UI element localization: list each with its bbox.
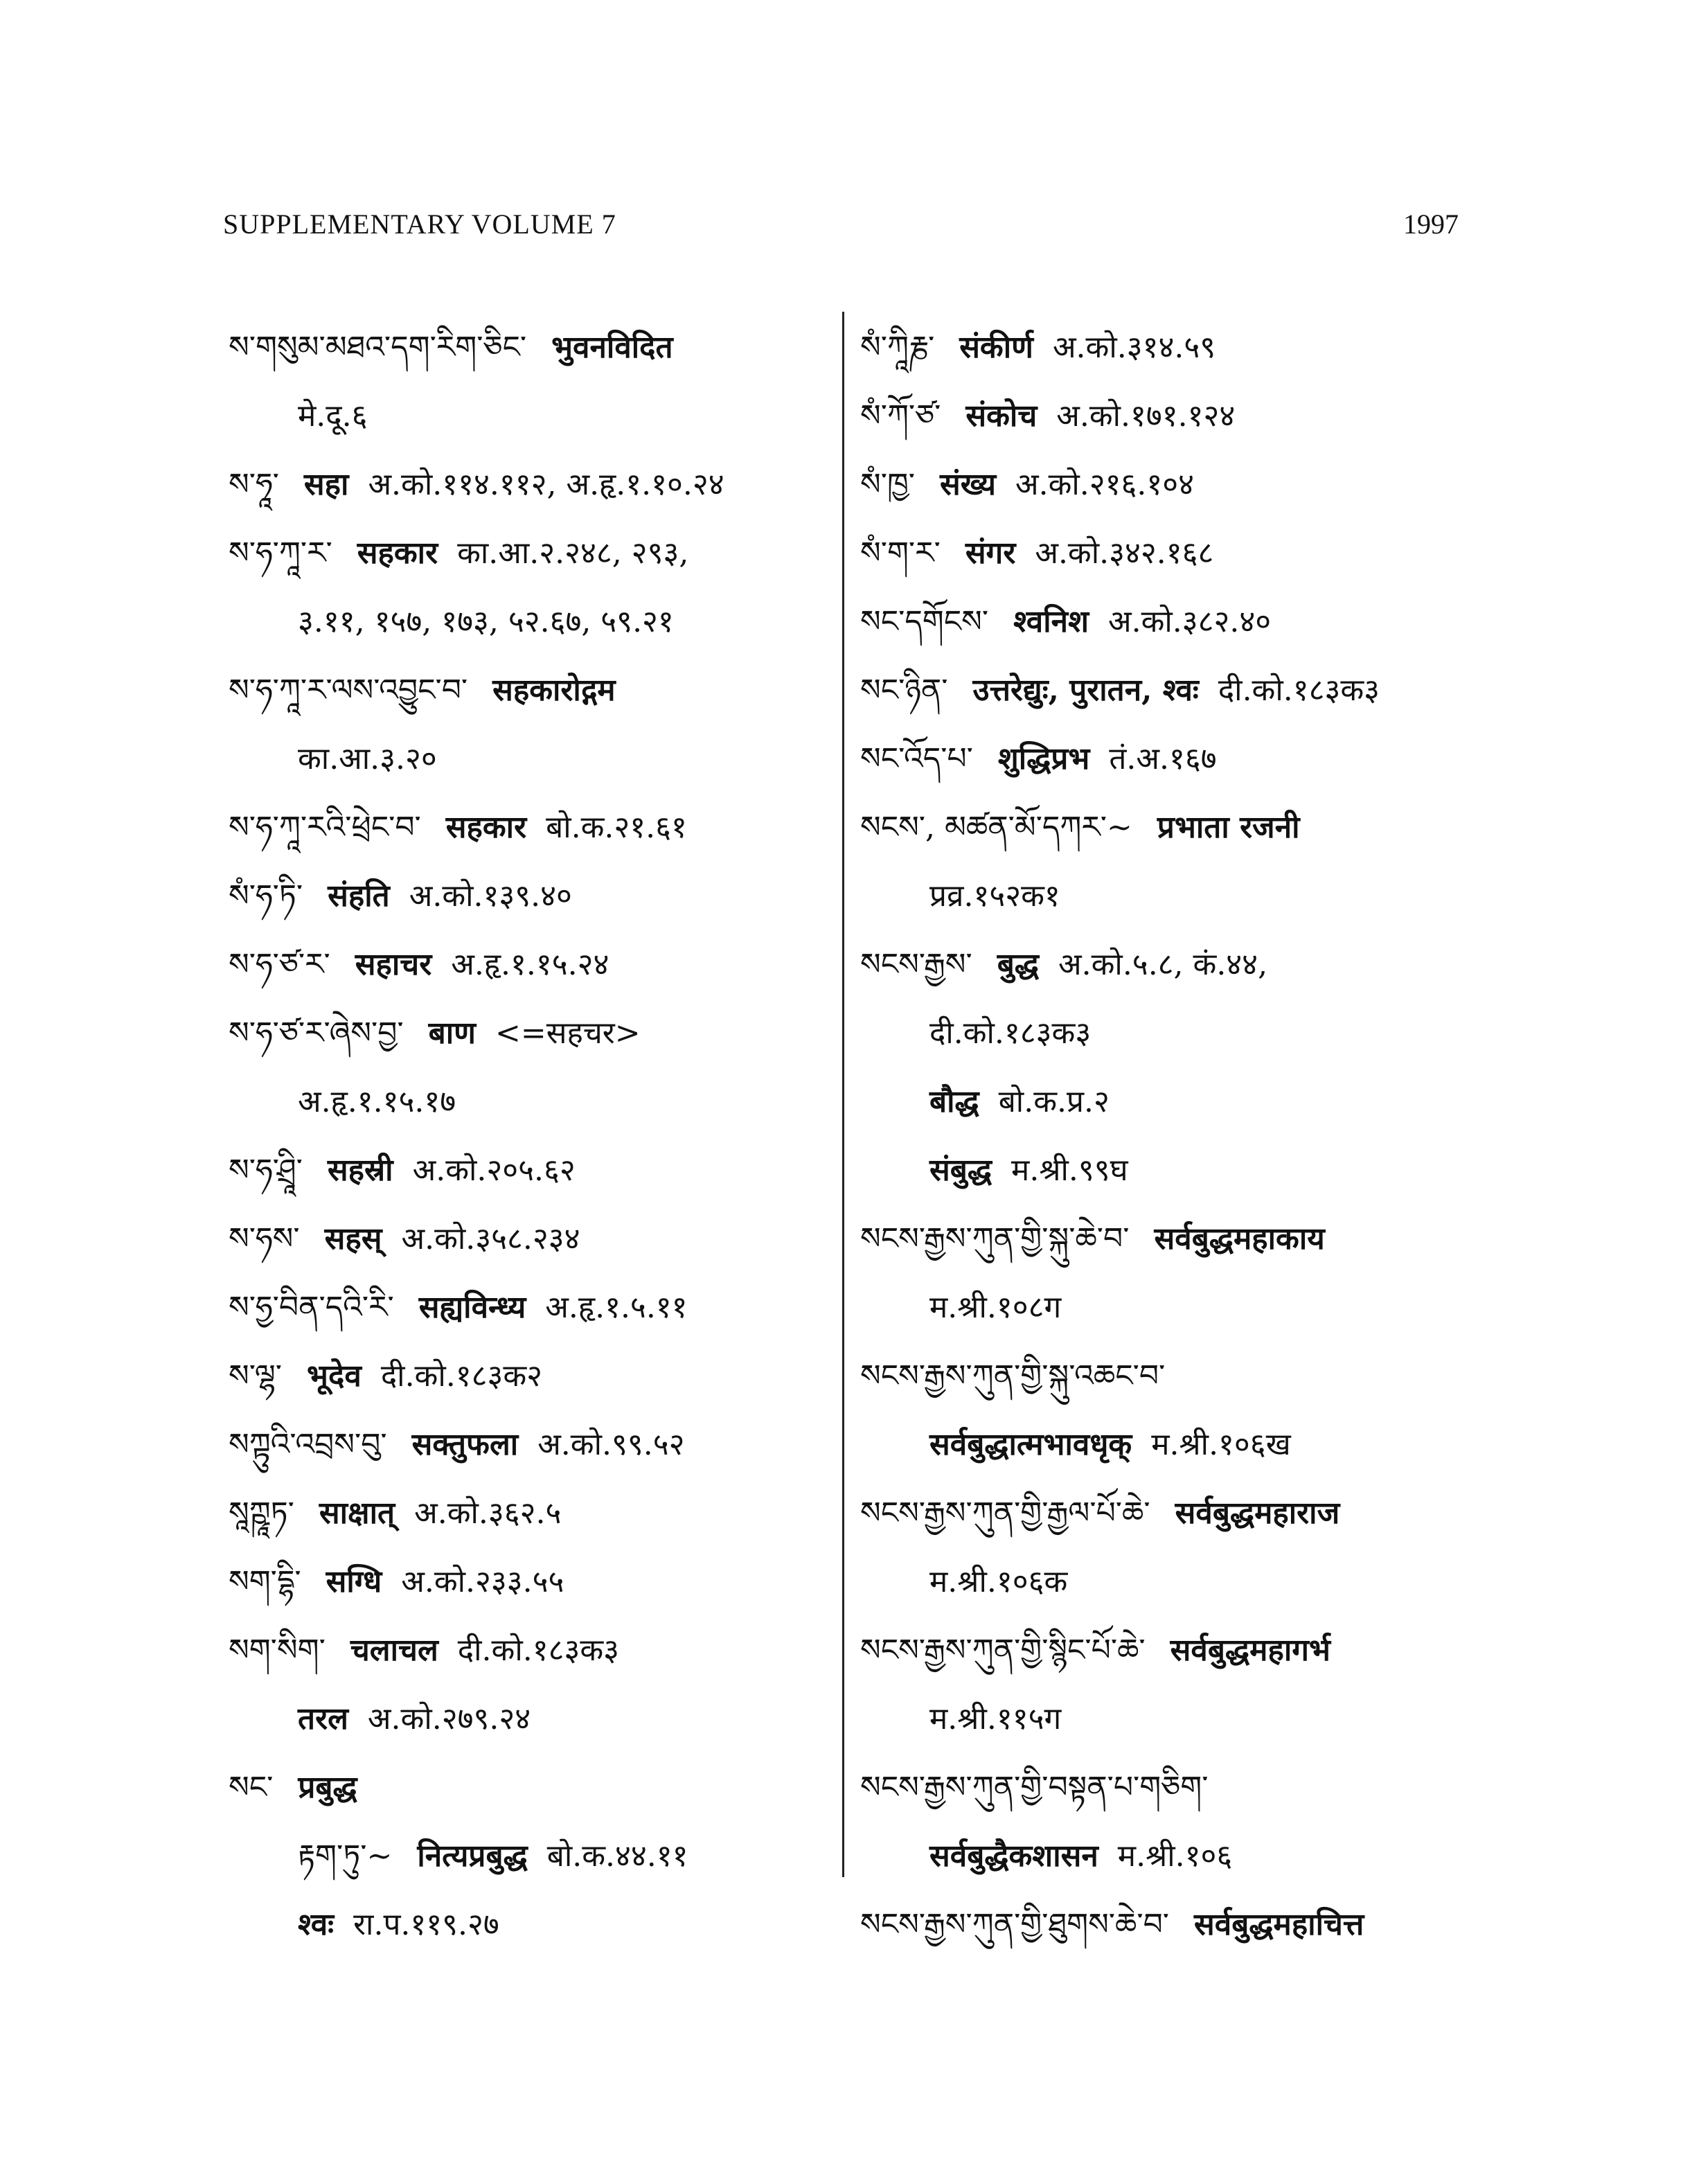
sanskrit-headword: सर्वबुद्धमहागर्भ (1170, 1633, 1330, 1668)
tibetan-term: སཾ་ཀོ་ཙ་ (860, 398, 941, 434)
tibetan-term: སཾ་ཁྱ་ (860, 467, 915, 502)
dictionary-entry-line (229, 1410, 824, 1479)
sanskrit-headword: सहकार (445, 810, 527, 845)
source-reference: अ.हृ.१.५.११ (545, 1290, 688, 1325)
sanskrit-headword: संकीर्ण (959, 330, 1033, 365)
sanskrit-headword: सग्धि (326, 1564, 382, 1599)
tibetan-term: སངས་རྒྱས་ཀུན་གྱི་ཐུགས་ཆེ་བ་ (860, 1907, 1170, 1942)
sanskrit-headword: सर्वबुद्धैकशासन (929, 1838, 1098, 1874)
sanskrit-headword: चलाचल (350, 1633, 438, 1668)
tibetan-term: ས་ཧས་ (229, 1221, 300, 1257)
sanskrit-headword: प्रभाता रजनी (1157, 810, 1300, 845)
source-reference: दी.को.१८३क३ (929, 1015, 1092, 1051)
dictionary-entry-line (229, 1890, 824, 1959)
tibetan-term: ས་ཧ་ཙ་ར་ཞེས་བྱ་ (229, 1015, 404, 1051)
source-reference: अ.को.३१४.५९ (1052, 330, 1216, 365)
tibetan-term: ས་ཧ་ཀཱ་ར་ལས་འབྱུང་བ་ (229, 673, 468, 708)
sanskrit-headword: सर्वबुद्धमहाराज (1175, 1495, 1340, 1531)
dictionary-entry-line (229, 587, 824, 656)
dictionary-entry-line (229, 382, 824, 450)
dictionary-entry-line (860, 1342, 1553, 1410)
sanskrit-headword: श्वः (298, 1907, 335, 1942)
sanskrit-headword: प्रबुद्ध (298, 1770, 357, 1805)
sanskrit-headword: सर्वबुद्धमहाकाय (1154, 1221, 1325, 1257)
sanskrit-headword: सह्यविन्ध्य (418, 1290, 526, 1325)
tibetan-term: སངས་རྒྱས་ཀུན་གྱི་སྐུ་ཆེ་བ་ (860, 1221, 1130, 1257)
tibetan-term: རྟག་ཏུ་~ (298, 1838, 393, 1874)
sanskrit-headword: भूदेव (307, 1358, 362, 1394)
sanskrit-headword: सहकारोद्गम (492, 673, 616, 708)
tibetan-term: སག་དྷི་ (229, 1564, 301, 1599)
right-column (860, 313, 1553, 1959)
tibetan-term: སངས་རྒྱས་ཀུན་གྱི་བསྟན་པ་གཅིག་ (860, 1770, 1209, 1805)
dictionary-entry-line (229, 450, 824, 519)
source-reference: अ.को.११४.११२, अ.हृ.१.१०.२४ (368, 467, 724, 502)
sanskrit-headword: सहकार (357, 535, 438, 571)
source-reference: बो.क.४४.११ (546, 1838, 688, 1874)
dictionary-entry-line (860, 656, 1553, 725)
dictionary-entry-line (860, 725, 1553, 793)
tibetan-term: སཱཀྵཱཏ་ (229, 1495, 294, 1531)
tibetan-term: ས་ཧྱ་བིན་དའི་རི་ (229, 1290, 394, 1325)
sanskrit-headword: सर्वबुद्धात्मभावधृक् (929, 1427, 1132, 1462)
sanskrit-headword: तरल (298, 1701, 348, 1737)
dictionary-entry-line (860, 519, 1553, 587)
tibetan-term: སང་ཉིན་ (860, 673, 948, 708)
dictionary-entry-line (860, 587, 1553, 656)
dictionary-entry-line (229, 1685, 824, 1753)
source-reference: अ.को.२३३.५५ (401, 1564, 564, 1599)
dictionary-entry-line (860, 1067, 1553, 1136)
dictionary-entry-line (229, 999, 824, 1067)
tibetan-term: སངས་རྒྱས་ཀུན་གྱི་རྒྱལ་པོ་ཆེ་ (860, 1495, 1150, 1531)
sanskrit-headword: संख्य (939, 467, 996, 502)
source-reference: <=सहचर> (495, 1015, 641, 1051)
sanskrit-headword: संगर (965, 535, 1016, 571)
sanskrit-headword: बाण (428, 1015, 476, 1051)
source-reference: दी.को.१८३क३ (1218, 673, 1380, 708)
dictionary-entry-line (229, 313, 824, 382)
dictionary-entry-line (860, 1753, 1553, 1822)
sanskrit-headword: भुवनविदित (551, 330, 673, 365)
sanskrit-headword: संबुद्ध (929, 1153, 992, 1188)
tibetan-term: ས་ཧཱ་ (229, 467, 279, 502)
running-head: SUPPLEMENTARY VOLUME 7 (223, 208, 616, 240)
source-reference: म.श्री.१०६ख (1151, 1427, 1291, 1462)
source-reference: म.श्री.९९घ (1011, 1153, 1128, 1188)
tibetan-term: སང་འོད་པ་ (860, 741, 973, 776)
dictionary-entry-line (860, 793, 1553, 862)
source-reference: अ.को.२०५.६२ (412, 1153, 576, 1188)
source-reference: अ.को.३४२.१६८ (1035, 535, 1214, 571)
sanskrit-headword: उत्तरेद्युः, पुरातन, श्वः (972, 673, 1199, 708)
tibetan-term: སག་སིག་ (229, 1633, 326, 1668)
dictionary-entry-line (229, 1822, 824, 1890)
tibetan-term: ས་གསུམ་མཐའ་དག་རིག་ཅིང་ (229, 330, 527, 365)
tibetan-term: སཀྟུའི་འབྲས་བུ་ (229, 1427, 387, 1462)
dictionary-entry-line (229, 1547, 824, 1616)
dictionary-entry-line (229, 930, 824, 999)
source-reference: का.आ.२.२४८, २९३, (457, 535, 689, 571)
dictionary-entry-line (229, 1753, 824, 1822)
dictionary-entry-line (229, 656, 824, 725)
column-divider (842, 312, 844, 1877)
source-reference: दी.को.१८३क२ (380, 1358, 543, 1394)
sanskrit-headword: सहस्री (327, 1153, 393, 1188)
sanskrit-headword: संहति (328, 878, 390, 914)
source-reference: अ.को.१७१.१२४ (1056, 398, 1236, 434)
sanskrit-headword: सहा (303, 467, 349, 502)
source-reference: तं.अ.१६७ (1109, 741, 1217, 776)
source-reference: अ.को.३६२.५ (414, 1495, 562, 1531)
tibetan-term: སང་དགོངས་ (860, 604, 989, 639)
source-reference: ३.११, १५७, १७३, ५२.६७, ५९.२१ (298, 604, 674, 639)
sanskrit-headword: बुद्ध (997, 947, 1040, 982)
dictionary-entry-line (229, 1273, 824, 1342)
source-reference: अ.हृ.१.१५.१७ (298, 1084, 456, 1119)
tibetan-term: སངས་, མཚན་མོ་དཀར་~ (860, 810, 1132, 845)
source-reference: म.श्री.१०६क (929, 1564, 1068, 1599)
dictionary-entry-line (229, 1342, 824, 1410)
dictionary-entry-line (229, 1479, 824, 1547)
dictionary-entry-line (229, 1067, 824, 1136)
source-reference: म.श्री.११५ग (929, 1701, 1062, 1737)
tibetan-term: སངས་རྒྱས་ཀུན་གྱི་སྙིང་པོ་ཆེ་ (860, 1633, 1146, 1668)
dictionary-entry-line (860, 450, 1553, 519)
dictionary-entry-line (860, 1616, 1553, 1685)
sanskrit-headword: सक्तुफला (411, 1427, 519, 1462)
dictionary-entry-line (860, 930, 1553, 999)
sanskrit-headword: साक्षात् (319, 1495, 395, 1531)
dictionary-entry-line (229, 793, 824, 862)
dictionary-entry-line (860, 1685, 1553, 1753)
dictionary-entry-line (229, 862, 824, 930)
sanskrit-headword: संकोच (965, 398, 1037, 434)
tibetan-term: ས་ཧ་ཀཱ་རའི་ཕྲེང་བ་ (229, 810, 421, 845)
source-reference: अ.को.५.८, कं.४४, (1058, 947, 1268, 982)
sanskrit-headword: शुद्धिप्रभ (997, 741, 1090, 776)
dictionary-entry-line (860, 999, 1553, 1067)
source-reference: दी.को.१८३क३ (457, 1633, 620, 1668)
source-reference: बो.क.प्र.२ (998, 1084, 1110, 1119)
source-reference: अ.को.९९.५२ (537, 1427, 685, 1462)
dictionary-entry-line (229, 725, 824, 793)
dictionary-entry-line (860, 382, 1553, 450)
dictionary-entry-line (860, 1136, 1553, 1205)
dictionary-entry-line (229, 519, 824, 587)
dictionary-entry-line (860, 1890, 1553, 1959)
dictionary-entry-line (229, 1136, 824, 1205)
sanskrit-headword: बौद्ध (929, 1084, 979, 1119)
dictionary-entry-line (860, 1205, 1553, 1273)
source-reference: म.श्री.१०६ (1117, 1838, 1233, 1874)
source-reference: का.आ.३.२० (298, 741, 437, 776)
dictionary-entry-line (860, 1479, 1553, 1547)
tibetan-term: ས་ཧ་ཤྲཱི་ (229, 1153, 303, 1188)
left-column (229, 313, 824, 1959)
dictionary-entry-line (860, 313, 1553, 382)
source-reference: प्रव्र.१५२क१ (929, 878, 1060, 914)
dictionary-entry-line (860, 1547, 1553, 1616)
sanskrit-headword: नित्यप्रबुद्ध (417, 1838, 528, 1874)
dictionary-entry-line (860, 1822, 1553, 1890)
source-reference: अ.को.२१६.१०४ (1015, 467, 1195, 502)
tibetan-term: སཾ་ཧ་ཏི་ (229, 878, 303, 914)
tibetan-term: སངས་རྒྱས་ཀུན་གྱི་སྐུ་འཆང་བ་ (860, 1358, 1166, 1394)
source-reference: अ.को.१३९.४० (409, 878, 572, 914)
sanskrit-headword: सहाचर (355, 947, 432, 982)
source-reference: बो.क.२१.६१ (546, 810, 687, 845)
source-reference: रा.प.११९.२७ (353, 1907, 499, 1942)
source-reference: अ.हृ.१.१५.२४ (451, 947, 609, 982)
tibetan-term: ས་ཧ་ཙ་ར་ (229, 947, 330, 982)
page-number: 1997 (1403, 208, 1459, 240)
dictionary-entry-line (860, 1410, 1553, 1479)
source-reference: मे.दू.६ (298, 398, 368, 434)
tibetan-term: སཾ་ཀཱིརྞ་ (860, 330, 935, 365)
sanskrit-headword: सर्वबुद्धमहाचित्त (1194, 1907, 1364, 1942)
tibetan-term: ས་ལྷ་ (229, 1358, 283, 1394)
tibetan-term: སངས་རྒྱས་ (860, 947, 972, 982)
tibetan-term: ས་ཧ་ཀཱ་ར་ (229, 535, 332, 571)
dictionary-entry-line (229, 1616, 824, 1685)
tibetan-term: སང་ (229, 1770, 274, 1805)
tibetan-term: སཾ་ག་ར་ (860, 535, 941, 571)
dictionary-entry-line (229, 1205, 824, 1273)
source-reference: अ.को.३८२.४० (1108, 604, 1272, 639)
sanskrit-headword: सहस् (324, 1221, 382, 1257)
sanskrit-headword: श्वनिश (1013, 604, 1089, 639)
source-reference: अ.को.२७९.२४ (367, 1701, 531, 1737)
dictionary-entry-line (860, 862, 1553, 930)
source-reference: म.श्री.१०८ग (929, 1290, 1062, 1325)
source-reference: अ.को.३५८.२३४ (401, 1221, 580, 1257)
dictionary-entry-line (860, 1273, 1553, 1342)
